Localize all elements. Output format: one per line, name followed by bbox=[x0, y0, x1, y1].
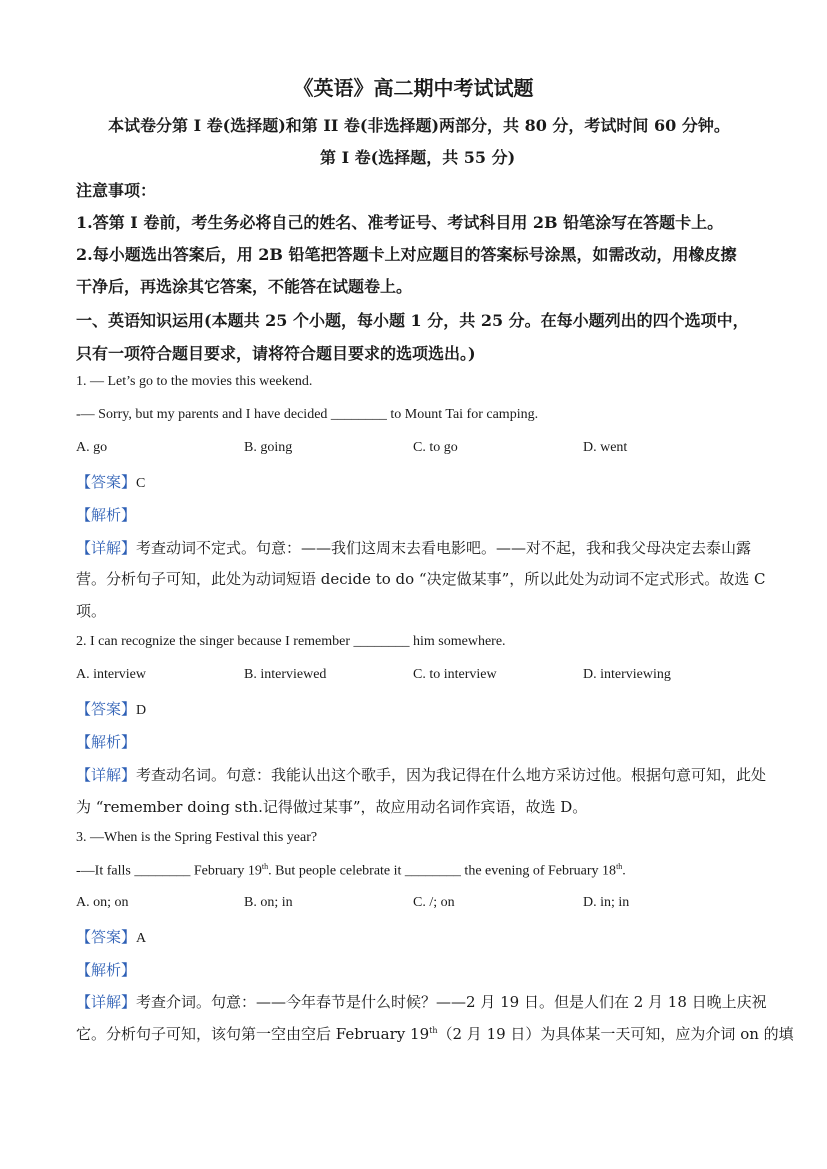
q3-prompt: 3. —When is the Spring Festival this year? bbox=[76, 830, 318, 845]
section-heading-line1: 一、英语知识运用(本题共 25 个小题，每小题 1 分，共 25 分。在每小题列出的四个选项中， bbox=[76, 311, 749, 330]
part-heading: 第 I 卷(选择题，共 55 分) bbox=[320, 148, 516, 167]
q3-option-c: C. /; on bbox=[413, 895, 455, 910]
q3-detail2-part2: （2 月 19 日）为具体某一天可知，应为介词 on 的填 bbox=[437, 1025, 794, 1043]
q3-detail-line2 bbox=[76, 1023, 794, 1044]
detail-label: 【详解】 bbox=[76, 539, 137, 557]
q2-detail-line1 bbox=[76, 764, 766, 785]
section-heading-line2: 只有一项符合题目要求，请将符合题目要求的选项选出。) bbox=[76, 344, 476, 363]
q3-response-part2: . But people celebrate it ________ the evening of February 18 bbox=[268, 863, 617, 879]
q3-detail-text: 考查介词。句意：——今年春节是什么时候？——2 月 19 日。但是人们在 2 月 18 日晚上庆祝 bbox=[136, 993, 767, 1011]
q3-detail-line1 bbox=[76, 991, 767, 1012]
q2-option-b: B. interviewed bbox=[244, 667, 327, 682]
q2-prompt: 2. I can recognize the singer because I remember ________ him somewhere. bbox=[76, 634, 506, 649]
q1-option-b: B. going bbox=[244, 440, 293, 455]
q2-analysis-label: 【解析】 bbox=[76, 733, 137, 751]
q2-answer bbox=[76, 698, 146, 719]
q1-option-c: C. to go bbox=[413, 440, 458, 455]
note-2-line2: 干净后，再选涂其它答案，不能答在试题卷上。 bbox=[76, 277, 413, 296]
q1-option-a: A. go bbox=[76, 440, 108, 455]
q3-option-a: A. on; on bbox=[76, 895, 129, 910]
q3-response-part3: . bbox=[622, 863, 626, 879]
q2-answer-value: D bbox=[136, 703, 147, 718]
q1-option-d: D. went bbox=[583, 440, 628, 455]
note-2-line1: 2.每小题选出答案后，用 2B 铅笔把答题卡上对应题目的答案标号涂黑，如需改动，用橡皮擦 bbox=[76, 245, 737, 264]
q1-analysis-label: 【解析】 bbox=[76, 506, 137, 524]
q2-detail-text: 考查动名词。句意：我能认出这个歌手，因为我记得在什么地方采访过他。根据句意可知，此处 bbox=[136, 766, 767, 784]
q1-detail-line1 bbox=[76, 537, 751, 558]
q3-detail-sup: th bbox=[429, 1026, 438, 1035]
exam-subtitle: 本试卷分第 I 卷(选择题)和第 II 卷(非选择题)两部分，共 80 分，考试时间 60 分钟。 bbox=[108, 116, 730, 135]
q3-sup-2: th bbox=[616, 862, 623, 871]
q2-detail-line2: 为 “remember doing sth.记得做过某事”，故应用动名词作宾语，故选 D。 bbox=[76, 798, 588, 816]
q1-detail-line2: 营。分析句子可知，此处为动词短语 decide to do “决定做某事”，所以此处为动词不定式形式。故选 C bbox=[76, 570, 766, 588]
q1-prompt: 1. — Let’s go to the movies this weekend. bbox=[76, 374, 313, 389]
answer-label: 【答案】 bbox=[76, 928, 137, 946]
q3-option-d: D. in; in bbox=[583, 895, 630, 910]
q3-response bbox=[76, 862, 626, 880]
detail-label: 【详解】 bbox=[76, 766, 137, 784]
q3-option-b: B. on; in bbox=[244, 895, 293, 910]
q1-answer bbox=[76, 471, 145, 492]
q3-answer-value: A bbox=[136, 931, 147, 946]
q2-option-c: C. to interview bbox=[413, 667, 497, 682]
q3-detail2-part1: 它。分析句子可知，该句第一空由空后 February 19 bbox=[76, 1025, 430, 1043]
answer-label: 【答案】 bbox=[76, 700, 137, 718]
q2-option-a: A. interview bbox=[76, 667, 146, 682]
detail-label: 【详解】 bbox=[76, 993, 137, 1011]
notes-heading: 注意事项： bbox=[76, 181, 157, 200]
q3-analysis-label: 【解析】 bbox=[76, 961, 137, 979]
note-1: 1.答第 I 卷前，考生务必将自己的姓名、准考证号、考试科目用 2B 铅笔涂写在答题卡上。 bbox=[76, 213, 724, 232]
exam-title: 《英语》高二期中考试试题 bbox=[293, 76, 534, 100]
answer-label: 【答案】 bbox=[76, 473, 137, 491]
q1-answer-value: C bbox=[136, 476, 146, 491]
q1-detail-line3: 项。 bbox=[76, 602, 107, 620]
q1-detail-text: 考查动词不定式。句意：——我们这周末去看电影吧。——对不起，我和我父母决定去泰山露 bbox=[136, 539, 752, 557]
q1-response: -— Sorry, but my parents and I have decided ________ to Mount Tai for camping. bbox=[76, 407, 539, 422]
q2-option-d: D. interviewing bbox=[583, 667, 671, 682]
q3-sup-1: th bbox=[261, 862, 269, 871]
q3-answer bbox=[76, 926, 146, 947]
q3-response-part1: -—It falls ________ February 19 bbox=[76, 863, 262, 879]
